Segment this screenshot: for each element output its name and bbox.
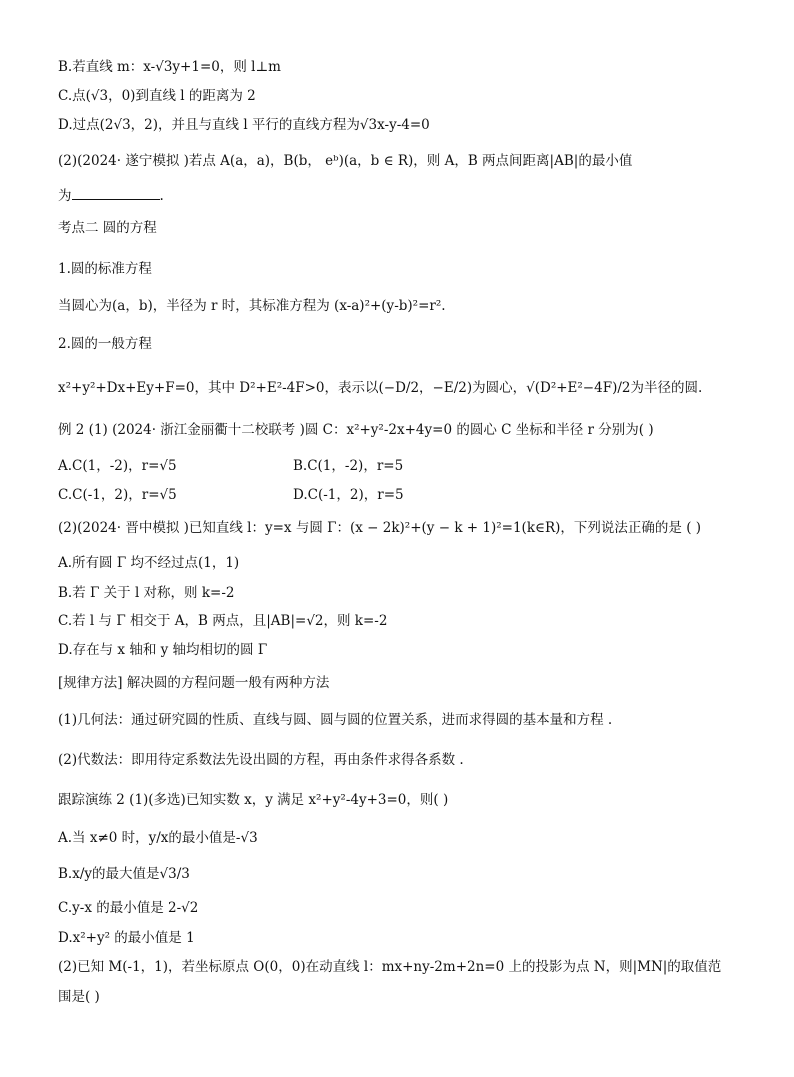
- method-algebraic: (2)代数法：即用待定系数法先设出圆的方程，再由条件求得各系数 .: [58, 752, 464, 768]
- method-heading: [规律方法] 解决圆的方程问题一般有两种方法: [58, 675, 330, 691]
- subheading-general: 2.圆的一般方程: [58, 336, 152, 352]
- section-heading: 考点二 圆的方程: [58, 220, 157, 236]
- ex2q2-option-c: C.若 l 与 Γ 相交于 A，B 两点，且|AB|=√2，则 k=-2: [58, 613, 388, 629]
- practice-option-a: A.当 x≠0 时，y/x的最小值是-√3: [58, 830, 258, 846]
- practice-q2-continued: 围是( ): [58, 989, 100, 1005]
- question-2-answer: [58, 185, 164, 206]
- ex2-option-a: A.C(1，-2)，r=√5: [58, 458, 177, 474]
- practice-option-d: D.x²+y² 的最小值是 1: [58, 930, 195, 946]
- method-geometric: (1)几何法：通过研究圆的性质、直线与圆、圆与圆的位置关系，进而求得圆的基本量和方程 .: [58, 712, 613, 728]
- question-2-text: (2)(2024· 遂宁模拟 )若点 A(a，a)，B(b， eᵇ)(a，b ∈ R)，则 A，B 两点间距离|AB|的最小值: [58, 153, 633, 169]
- ex2q2-option-a: A.所有圆 Γ 均不经过点(1，1): [58, 555, 240, 571]
- answer-blank: [72, 185, 160, 200]
- option-d-parallel: D.过点(2√3，2)，并且与直线 l 平行的直线方程为√3x-y-4=0: [58, 117, 430, 133]
- ex2-option-c: C.C(-1，2)，r=√5: [58, 487, 177, 503]
- option-b-line-m: B.若直线 m：x-√3y+1=0，则 l⊥m: [58, 59, 281, 75]
- answer-prefix: 为: [58, 188, 72, 204]
- ex2q2-option-d: D.存在与 x 轴和 y 轴均相切的圆 Γ: [58, 642, 268, 658]
- standard-equation: 当圆心为(a，b)，半径为 r 时，其标准方程为 (x-a)²+(y-b)²=r².: [58, 298, 446, 314]
- subheading-standard: 1.圆的标准方程: [58, 261, 152, 277]
- practice-2-question-1: 跟踪演练 2 (1)(多选)已知实数 x，y 满足 x²+y²-4y+3=0，则( ): [58, 792, 449, 808]
- practice-option-b: B.x/y的最大值是√3/3: [58, 866, 190, 882]
- practice-2-question-2: (2)已知 M(-1，1)，若坐标原点 O(0，0)在动直线 l：mx+ny-2m+2n=0 上的投影为点 N，则|MN|的取值范: [58, 959, 722, 975]
- example-2-question-2: (2)(2024· 晋中模拟 )已知直线 l：y=x 与圆 Γ：(x − 2k)²+(y − k + 1)²=1(k∈R)，下列说法正确的是 ( ): [58, 520, 702, 536]
- ex2-option-d: D.C(-1，2)，r=5: [293, 487, 404, 503]
- example-2-question-1: 例 2 (1) (2024· 浙江金丽衢十二校联考 )圆 C：x²+y²-2x+4y=0 的圆心 C 坐标和半径 r 分别为( ): [58, 422, 654, 438]
- ex2-option-b: B.C(1，-2)，r=5: [293, 458, 404, 474]
- ex2q2-option-b: B.若 Γ 关于 l 对称，则 k=-2: [58, 585, 235, 601]
- option-c-distance: C.点(√3，0)到直线 l 的距离为 2: [58, 88, 256, 104]
- general-equation: x²+y²+Dx+Ey+F=0，其中 D²+E²-4F>0，表示以(−D/2，−E/2)为圆心，√(D²+E²−4F)/2为半径的圆.: [58, 380, 703, 396]
- answer-period: .: [159, 188, 164, 204]
- practice-option-c: C.y-x 的最小值是 2-√2: [58, 900, 199, 916]
